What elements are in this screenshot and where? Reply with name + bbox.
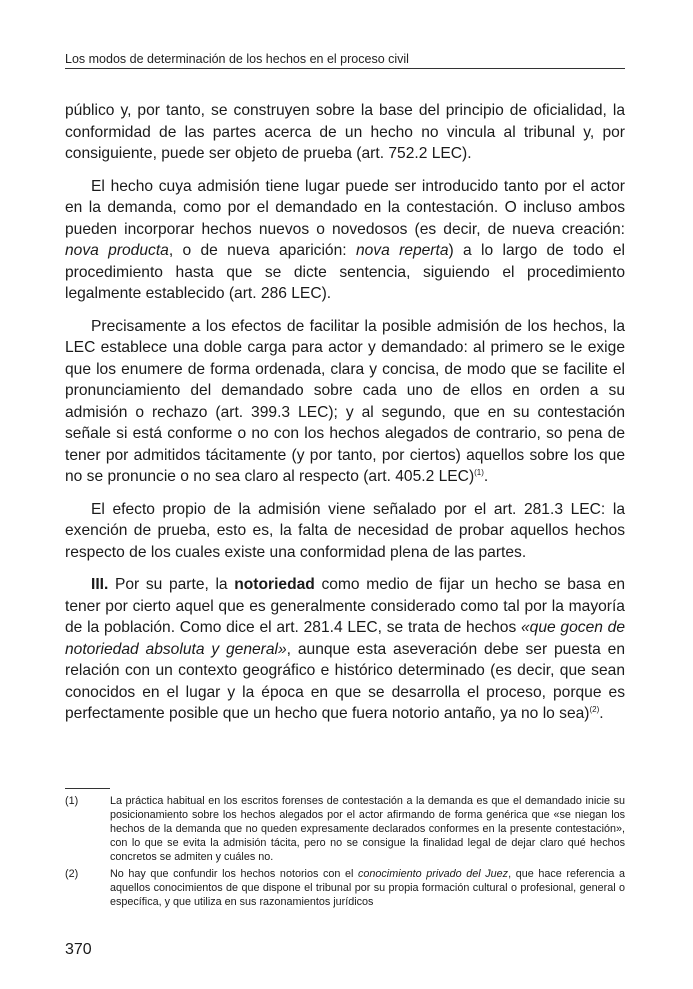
p5-quote: «que gocen de notoriedad absoluta y general» [65, 619, 625, 658]
p2-text-e: ) a lo largo de todo el procedimiento hasta que se dicte sentencia, siguiendo el procedimiento legalmente establecido (art. 286 LEC). [65, 242, 625, 302]
paragraph-5 [65, 574, 625, 725]
p5-text-a: Por su parte, la [108, 576, 235, 593]
paragraph-2 [65, 176, 625, 305]
page-number: 370 [65, 941, 92, 958]
fn2-em: conocimiento privado del Juez [358, 868, 509, 880]
body-text [65, 100, 625, 736]
footnote-text: La práctica habitual en los escritos forenses de contestación a la demanda es que el demandado inicie su posicionamiento sobre los hechos alegados por el actor afirmando de forma genérica que «se niegan los hechos de la demanda que no queden expresamente declarados conformes en la presente contestación», con lo que se evita la admisión tácita, pero no se consigue la finalidad legal de dejar claro qué hechos concretos se admiten y cuáles no. [110, 795, 625, 863]
running-header: Los modos de determinación de los hechos en el proceso civil [65, 52, 409, 66]
p2-text-a: El hecho cuya admisión tiene lugar puede ser introducido tanto por el actor en la demanda, como por el demandado en la contestación. O incluso ambos pueden incorporar hechos nuevos o novedosos (es decir, de nueva creación: [65, 177, 625, 238]
p2-text-c: , o de nueva aparición: [168, 242, 356, 259]
footnote-1 [65, 794, 625, 864]
footnote-number: (1) [65, 795, 79, 807]
header-rule [65, 68, 625, 69]
paragraph-1: público y, por tanto, se construyen sobre la base del principio de oficialidad, la conformidad de las partes acerca de un hecho no vincula al tribunal y, por consiguiente, puede ser objeto de prueba (art. 752.2 LEC). [65, 102, 625, 162]
fn2-text-b: , que hace referencia a aquellos conocimientos de que dispone el tribunal por su propia formación cultural o profesional, general o específica, y que utiliza en sus razonamientos jurídicos [110, 868, 625, 908]
footnote-ref-1[interactable]: (1) [474, 468, 484, 477]
footnote-2 [65, 867, 625, 909]
paragraph-3 [65, 316, 625, 488]
fn2-text-a: No hay que confundir los hechos notorios con el [110, 868, 358, 880]
p5-text-b: como medio de fijar un hecho se basa en tener por cierto aquel que es generalmente considerado como tal por la mayoría de la población. Como dice el art. 281.4 LEC, se trata de hechos [65, 576, 625, 636]
footnote-ref-2[interactable]: (2) [589, 705, 600, 714]
footnote-text [110, 867, 625, 909]
p3-text: Precisamente a los efectos de facilitar la posible admisión de los hechos, la LEC establece una doble carga para actor y demandado: al primero se le exige que los enumere de forma ordenada, clara y concisa, de modo que se facilite el pronunciamiento del demandado sobre cada uno de ellos en orden a su admisión o rechazo (art. 399.3 LEC); y al segundo, que en su contestación señale si está conforme o no con los hechos alegados de contrario, so pena de tener por admitidos tácitamente (y por tanto, por ciertos) aquellos sobre los que no se pronuncie o no sea claro al respecto (art. 405.2 LEC) [65, 317, 625, 485]
footnote-number: (2) [65, 868, 79, 880]
p5-end: . [599, 705, 604, 722]
p2-latin-1: nova producta [65, 242, 169, 259]
footnotes [65, 794, 625, 912]
p2-latin-2: nova reperta [355, 242, 449, 259]
paragraph-4: El efecto propio de la admisión viene señalado por el art. 281.3 LEC: la exención de prueba, esto es, la falta de necesidad de probar aquellos hechos respecto de los cuales existe una conformidad plena de las partes. [65, 500, 625, 561]
section-heading: III. [91, 576, 109, 593]
p3-end: . [483, 468, 489, 485]
footnote-rule [65, 788, 110, 789]
p5-term: notoriedad [234, 576, 315, 593]
p5-text-c: , aunque esta aseveración debe ser puesta en relación con un contexto geográfico e histórico determinado (es decir, que sean conocidos en el lugar y la época en que se desarrolla el proceso, porque es perfectamente posible que un hecho que fuera notorio antaño, ya no lo sea) [65, 640, 625, 722]
